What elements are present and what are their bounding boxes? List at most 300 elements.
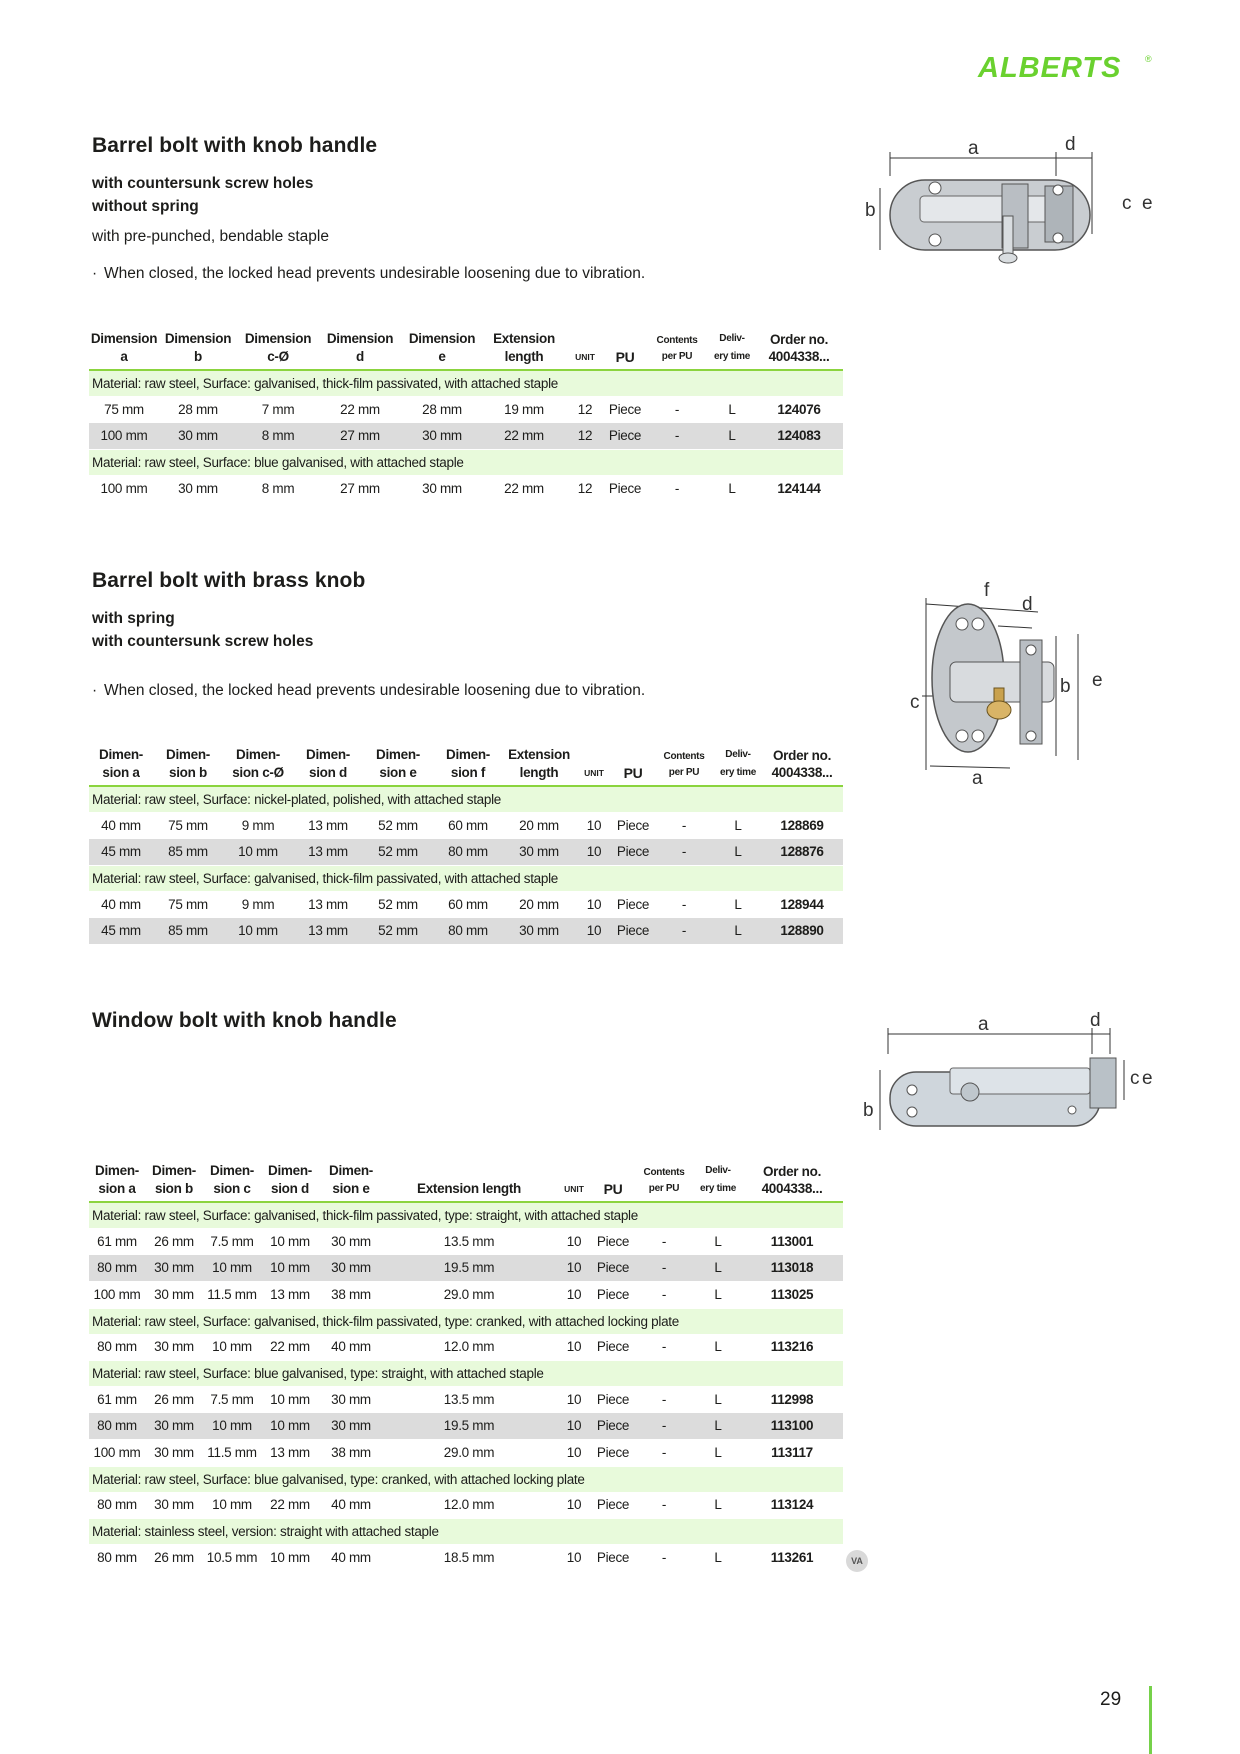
table-row [89,1439,843,1466]
table-cell: 52 mm [378,896,418,912]
bullet-text: When closed, the locked head prevents undesirable loosening due to vibration. [104,682,646,699]
table-cell: 40 mm [101,896,141,912]
table-cell: Piece [608,480,642,496]
column-header-line2: 4004338... [771,765,833,780]
table-cell: 10 [586,896,602,912]
table-row [89,1255,843,1282]
table-cell: Piece [596,1233,630,1249]
table-cell: Piece [613,839,653,866]
bolt-illustration [932,604,1054,752]
material-description: Material: raw steel, Surface: blue galvanised, type: cranked, with attached locking plate [89,1466,843,1492]
table-cell: 30 mm [422,480,462,496]
table-row [89,839,843,866]
table-cell: 10 [555,1255,593,1282]
table-cell: 19.5 mm [383,1413,555,1440]
table-cell: 10 mm [203,1413,261,1440]
table-cell: 10 mm [212,1339,252,1355]
spec-table [89,1162,843,1571]
table-cell: 45 mm [89,839,153,866]
table-cell: 10 mm [261,1413,319,1440]
material-description: Material: stainless steel, version: straight with attached staple [89,1519,843,1545]
column-header-line2: per PU [661,351,693,362]
table-row [89,1386,843,1413]
table-header-row [89,746,843,786]
order-number-cell: 112998 [770,1391,814,1407]
material-description: Material: raw steel, Surface: blue galvanised, with attached staple [89,450,843,476]
table-cell: 22 mm [504,480,544,496]
table-cell: 18.5 mm [443,1549,495,1565]
table-cell: 13 mm [308,817,348,833]
column-header [653,746,715,786]
table-cell: 60 mm [448,896,488,912]
table-cell: 40 mm [101,817,141,833]
section-title: Window bolt with knob handle [92,1009,397,1032]
column-header [433,746,503,786]
order-number-cell: 113001 [770,1233,814,1249]
bullet-text: When closed, the locked head prevents undesirable loosening due to vibration. [104,265,646,282]
table-cell: L [714,1339,722,1355]
table-cell: 30 mm [154,1286,194,1302]
table-cell: 7.5 mm [210,1391,254,1407]
table-cell: - [633,1413,695,1440]
table-cell: 26 mm [154,1549,194,1565]
table-cell: 11.5 mm [207,1286,257,1302]
svg-text:ALBERTS: ALBERTS [978,52,1122,84]
column-header [715,746,761,786]
material-row [89,866,843,892]
table-cell: 100 mm [89,423,159,450]
table-cell: 30 mm [401,423,483,450]
column-header [89,746,153,786]
table-cell: - [681,817,687,833]
table-cell: 13 mm [270,1444,310,1460]
column-header-line2: Extension length [417,1181,521,1196]
page-number-bar [1149,1686,1152,1754]
table-cell: 40 mm [331,1339,371,1355]
table-cell: 30 mm [319,1255,383,1282]
table-row [89,475,843,502]
table-cell: 12 [577,480,593,496]
table-cell: Piece [608,401,642,417]
label-d: d [1090,1010,1101,1031]
table-cell: 30 mm [159,423,237,450]
table-cell: L [714,1391,722,1407]
table-cell: 10 [566,1339,582,1355]
table-cell: 13.5 mm [443,1233,495,1249]
table-cell: 13 mm [270,1286,310,1302]
order-number-cell: 124144 [777,480,821,496]
table-cell: 10 [566,1391,582,1407]
table-cell: 85 mm [153,839,223,866]
column-header-line2: sion b [169,765,207,780]
column-header [483,330,565,370]
order-number-cell: 113025 [770,1286,814,1302]
section-barrel-bolt-brass-knob [92,569,852,702]
material-row [89,786,843,812]
column-header-line1: Extension [508,747,570,762]
table-cell: 12 [577,401,593,417]
table-row [89,423,843,450]
column-header [709,330,755,370]
barrel-bolt-dimension-diagram [860,136,1160,268]
column-header [741,1162,843,1202]
column-header [319,1162,383,1202]
column-header [613,746,653,786]
column-header [293,746,363,786]
column-header [761,746,843,786]
label-f: f [984,580,990,601]
column-header-line2: sion c-Ø [232,765,284,780]
bullet-dot: · [92,265,98,282]
column-header [153,746,223,786]
table-cell: Piece [596,1549,630,1565]
column-header [159,330,237,370]
column-header-line1: Order no. [769,332,829,347]
table-cell: 40 mm [331,1549,371,1565]
column-header [363,746,433,786]
table-cell: L [695,1413,741,1440]
column-header-line1: Dimen- [95,1163,139,1178]
table-cell: L [714,1497,722,1513]
table-cell: 10 [566,1286,582,1302]
table-row [89,1334,843,1361]
column-header-line1: Dimen- [306,747,350,762]
table-cell: - [633,1255,695,1282]
feature-bullet [92,262,852,285]
column-header [237,330,319,370]
table-row [89,918,843,945]
material-row [89,1466,843,1492]
order-number-cell: 113216 [770,1339,814,1355]
column-header-line2: sion a [102,765,140,780]
material-row [89,1202,843,1228]
table-cell: 100 mm [93,1444,141,1460]
column-header [89,330,159,370]
table-cell: 10 mm [261,1255,319,1282]
table-cell: 80 mm [89,1413,145,1440]
table-cell: 80 mm [97,1497,137,1513]
table-cell: 10 [575,918,613,945]
subtitle-line: with spring [92,610,175,627]
section-title: Barrel bolt with brass knob [92,569,366,592]
table-cell: 8 mm [237,423,319,450]
table-cell: - [674,480,680,496]
table-cell: Piece [616,817,650,833]
table-cell: 40 mm [331,1497,371,1513]
table-cell: L [695,1255,741,1282]
column-header-line1: Extension [493,331,555,346]
column-header-line2: sion e [379,765,417,780]
table-cell: 9 mm [241,817,275,833]
table-cell: 80 mm [89,1255,145,1282]
column-header [383,1162,555,1202]
order-number-cell: 124083 [755,423,843,450]
table-cell: 30 mm [145,1255,203,1282]
table-cell: 10 [566,1497,582,1513]
table-cell: 100 mm [93,1286,141,1302]
column-header-line2: 4004338... [761,1181,823,1196]
table-cell: 10 [575,839,613,866]
column-header-line1: Dimension [244,331,312,346]
column-header-line2: PU [615,349,635,365]
table-cell: 30 mm [145,1413,203,1440]
spec-table [89,746,843,944]
table-cell: L [714,1549,722,1565]
material-description: Material: raw steel, Surface: galvanised, thick-film passivated, with attached staple [89,370,843,396]
table-cell: 7 mm [261,401,295,417]
column-header-line2: PU [603,1181,623,1197]
label-a: a [968,138,979,159]
table-cell: 80 mm [97,1339,137,1355]
table-cell: 20 mm [519,817,559,833]
table-cell: 30 mm [503,839,575,866]
table-cell: 7.5 mm [210,1233,254,1249]
label-c: c [1122,193,1132,214]
table-cell: L [734,817,742,833]
table-cell: - [661,1233,667,1249]
label-b: b [1060,676,1071,697]
column-header-line2: ery time [720,767,756,778]
material-row [89,450,843,476]
column-header-line1: Dimen- [268,1163,312,1178]
table-cell: 75 mm [168,817,208,833]
material-description: Material: raw steel, Surface: galvanised, thick-film passivated, type: straight, with attached staple [89,1202,843,1228]
subtitle-line: with countersunk screw holes [92,633,314,650]
column-header-line2: sion f [450,765,486,780]
table-cell: 26 mm [154,1391,194,1407]
table-cell: 10 [566,1444,582,1460]
table-cell: 30 mm [178,480,218,496]
column-header [89,1162,145,1202]
table-cell: 12.0 mm [443,1497,495,1513]
table-cell: L [734,896,742,912]
label-e: e [1092,670,1103,691]
order-number-cell: 128876 [761,839,843,866]
table-cell: - [661,1549,667,1565]
column-header [261,1162,319,1202]
table-cell: 27 mm [340,480,380,496]
column-header [203,1162,261,1202]
order-number-cell: 113117 [771,1444,813,1460]
table-cell: Piece [593,1255,633,1282]
table-cell: - [674,401,680,417]
brass-knob-dimension-diagram [908,576,1118,790]
table-cell: L [715,918,761,945]
table-cell: 52 mm [378,817,418,833]
alberts-logo [976,48,1156,84]
section-title: Barrel bolt with knob handle [92,134,378,157]
column-header-line2: UNIT [564,1184,584,1194]
column-header-line1: Dimen- [99,747,143,762]
column-header [319,330,401,370]
table-cell: 52 mm [363,839,433,866]
table-cell: 22 mm [270,1339,310,1355]
table-row [89,1281,843,1308]
table-cell: 10 mm [270,1391,310,1407]
table-cell: 28 mm [178,401,218,417]
column-header-line1: Dimension [90,331,158,346]
table-row [89,1413,843,1440]
table-cell: Piece [596,1497,630,1513]
table-cell: - [653,918,715,945]
order-number-cell: 128890 [761,918,843,945]
label-e: e [1142,193,1153,214]
column-header-line1: Dimen- [152,1163,196,1178]
table-cell: L [728,480,736,496]
table-cell: 60 mm [448,817,488,833]
table-cell: 38 mm [331,1444,371,1460]
table-cell: 10 mm [270,1549,310,1565]
table-cell: 19.5 mm [383,1255,555,1282]
column-header [575,746,613,786]
table-cell: 13 mm [308,896,348,912]
order-number-cell: 113124 [770,1497,814,1513]
material-description: Material: raw steel, Surface: nickel-plated, polished, with attached staple [89,786,843,812]
table-cell: L [715,839,761,866]
va-stainless-badge: VA [846,1550,868,1572]
column-header-line1: Order no. [762,1164,822,1179]
label-a: a [978,1014,989,1035]
column-header [555,1162,593,1202]
table-cell: 80 mm [97,1549,137,1565]
table-cell: 30 mm [154,1339,194,1355]
table-cell: - [661,1391,667,1407]
table-cell: 80 mm [433,839,503,866]
table-cell: 30 mm [331,1391,371,1407]
table-row [89,891,843,918]
table-row [89,1544,843,1571]
window-bolt-dimension-diagram [860,1010,1160,1134]
column-header-line1: Dimension [164,331,232,346]
table-cell: 29.0 mm [443,1286,495,1302]
column-header [565,330,605,370]
subtitle-line: without spring [92,198,199,215]
column-header-line2: per PU [668,767,700,778]
table-cell: 13 mm [293,839,363,866]
table-cell: - [661,1286,667,1302]
column-header-line2: b [194,349,202,364]
table-cell: 19 mm [504,401,544,417]
table-row [89,812,843,839]
table-cell: 11.5 mm [207,1444,257,1460]
column-header-line2: sion c [213,1181,251,1196]
feature-bullet [92,679,852,702]
table-cell: - [681,896,687,912]
table-cell: 13 mm [293,918,363,945]
table-cell: Piece [605,423,645,450]
column-header-line1: Deliv- [725,749,751,760]
column-header-line2: ery time [700,1183,736,1194]
material-description: Material: raw steel, Surface: galvanised, thick-film passivated, type: cranked, with attached locking plate [89,1308,843,1334]
subtitle-line: with countersunk screw holes [92,175,314,192]
table-cell: Piece [596,1286,630,1302]
column-header-line1: Order no. [772,748,832,763]
column-header-line1: Contents [656,335,698,346]
table-cell: 10 mm [212,1497,252,1513]
table-cell: L [714,1233,722,1249]
material-row [89,1308,843,1334]
label-b: b [865,200,876,221]
table-cell: 10 mm [223,839,293,866]
table-cell: 52 mm [363,918,433,945]
label-b: b [863,1100,874,1121]
table-cell: 13.5 mm [443,1391,495,1407]
table-cell: 85 mm [153,918,223,945]
column-header-line2: d [356,349,364,364]
column-header-line2: per PU [648,1183,680,1194]
table-cell: - [645,423,709,450]
column-header-line2: ery time [714,351,750,362]
label-d: d [1065,136,1076,155]
column-header-line1: Dimen- [210,1163,254,1178]
table-row [89,1228,843,1255]
table-cell: 12 [565,423,605,450]
column-header-line2: sion a [98,1181,136,1196]
column-header [633,1162,695,1202]
material-row [89,1519,843,1545]
table-cell: 10 [555,1413,593,1440]
table-cell: Piece [593,1413,633,1440]
label-a: a [972,768,983,789]
order-number-cell: 128944 [780,896,824,912]
table-header-row [89,330,843,370]
table-cell: 10 mm [223,918,293,945]
material-row [89,370,843,396]
column-header-line1: Dimension [326,331,394,346]
table-cell: 80 mm [433,918,503,945]
table-cell: Piece [616,896,650,912]
column-header-line1: Deliv- [705,1165,731,1176]
column-header [593,1162,633,1202]
label-e: e [1142,1068,1153,1089]
table-cell: 22 mm [340,401,380,417]
table-cell: Piece [596,1444,630,1460]
table-cell: 30 mm [154,1444,194,1460]
column-header-line2: sion d [309,765,347,780]
column-header-line2: c-Ø [267,349,289,364]
column-header-line1: Dimension [408,331,476,346]
column-header-line1: Dimen- [329,1163,373,1178]
column-header-line2: PU [623,765,643,781]
table-cell: 30 mm [319,1413,383,1440]
order-number-cell: 128869 [780,817,824,833]
table-cell: Piece [613,918,653,945]
column-header [503,746,575,786]
table-cell: 61 mm [97,1391,137,1407]
section-subtitles [92,607,852,653]
table-cell: - [653,839,715,866]
column-header-line2: UNIT [584,768,604,778]
column-header-line1: Deliv- [719,333,745,344]
subtitle-line: with pre-punched, bendable staple [92,228,329,245]
table-cell: 22 mm [270,1497,310,1513]
table-cell: - [661,1497,667,1513]
table-cell: 38 mm [331,1286,371,1302]
table-cell: 27 mm [319,423,401,450]
section-subtitles [92,172,852,248]
column-header [145,1162,203,1202]
section-barrel-bolt-knob-handle [92,134,852,285]
bolt-illustration [890,180,1090,263]
label-d: d [1022,594,1033,615]
table-cell: L [714,1444,722,1460]
column-header-line2: length [519,765,559,780]
table-cell: 10 mm [270,1233,310,1249]
column-header-line1: Contents [663,751,705,762]
spec-table [89,330,843,502]
table-cell: 30 mm [154,1497,194,1513]
table-cell: 30 mm [331,1233,371,1249]
